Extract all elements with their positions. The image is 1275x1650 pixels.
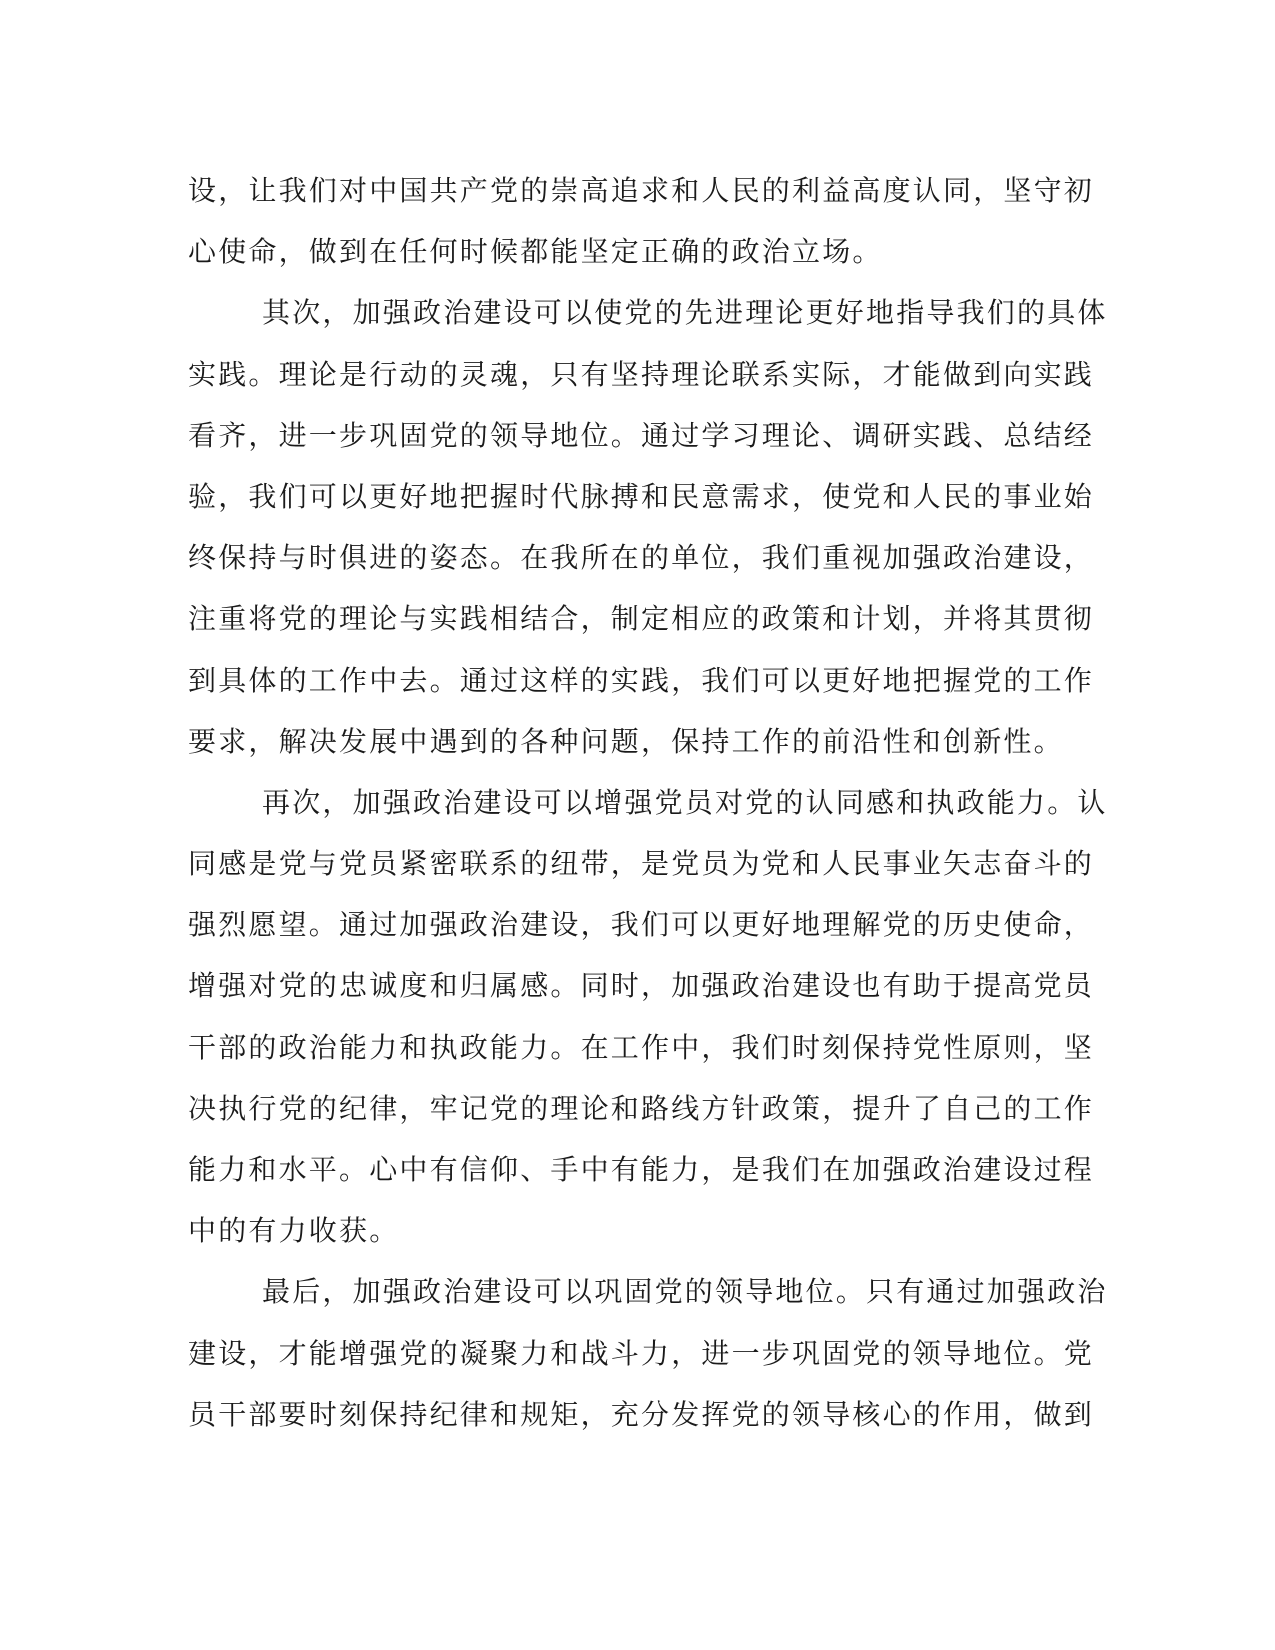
text-line: 强烈愿望。通过加强政治建设，我们可以更好地理解党的历史使命， [188, 908, 1095, 942]
text-line: 要求，解决发展中遇到的各种问题，保持工作的前沿性和创新性。 [188, 724, 1064, 758]
text-line: 员干部要时刻保持纪律和规矩，充分发挥党的领导核心的作用，做到 [188, 1397, 1095, 1431]
body-text [188, 160, 1108, 1445]
text-line: 决执行党的纪律，牢记党的理论和路线方针政策，提升了自己的工作 [188, 1091, 1095, 1125]
text-line: 注重将党的理论与实践相结合，制定相应的政策和计划，并将其贯彻 [188, 602, 1095, 636]
text-line: 设，让我们对中国共产党的崇高追求和人民的利益高度认同，坚守初 [188, 174, 1095, 207]
text-line: 建设，才能增强党的凝聚力和战斗力，进一步巩固党的领导地位。党 [188, 1336, 1095, 1370]
text-line: 能力和水平。心中有信仰、手中有能力，是我们在加强政治建设过程 [188, 1153, 1095, 1186]
text-line: 心使命，做到在任何时候都能坚定正确的政治立场。 [188, 235, 883, 269]
text-line: 到具体的工作中去。通过这样的实践，我们可以更好地把握党的工作 [188, 663, 1095, 697]
paragraph-start-line: 其次，加强政治建设可以使党的先进理论更好地指导我们的具体 [262, 296, 1108, 330]
text-line: 看齐，进一步巩固党的领导地位。通过学习理论、调研实践、总结经 [188, 418, 1095, 452]
paragraph-start-line: 再次，加强政治建设可以增强党员对党的认同感和执政能力。认 [262, 785, 1108, 819]
text-line: 增强对党的忠诚度和归属感。同时，加强政治建设也有助于提高党员 [188, 969, 1095, 1003]
text-line: 同感是党与党员紧密联系的纽带，是党员为党和人民事业矢志奋斗的 [188, 847, 1095, 881]
text-line: 终保持与时俱进的姿态。在我所在的单位，我们重视加强政治建设， [188, 541, 1095, 575]
paragraph-start-line: 最后，加强政治建设可以巩固党的领导地位。只有通过加强政治 [262, 1275, 1108, 1309]
text-line: 验，我们可以更好地把握时代脉搏和民意需求，使党和人民的事业始 [188, 479, 1095, 513]
text-line: 实践。理论是行动的灵魂，只有坚持理论联系实际，才能做到向实践 [188, 357, 1095, 391]
text-line: 中的有力收获。 [188, 1214, 400, 1248]
text-line: 干部的政治能力和执政能力。在工作中，我们时刻保持党性原则，坚 [188, 1030, 1095, 1064]
